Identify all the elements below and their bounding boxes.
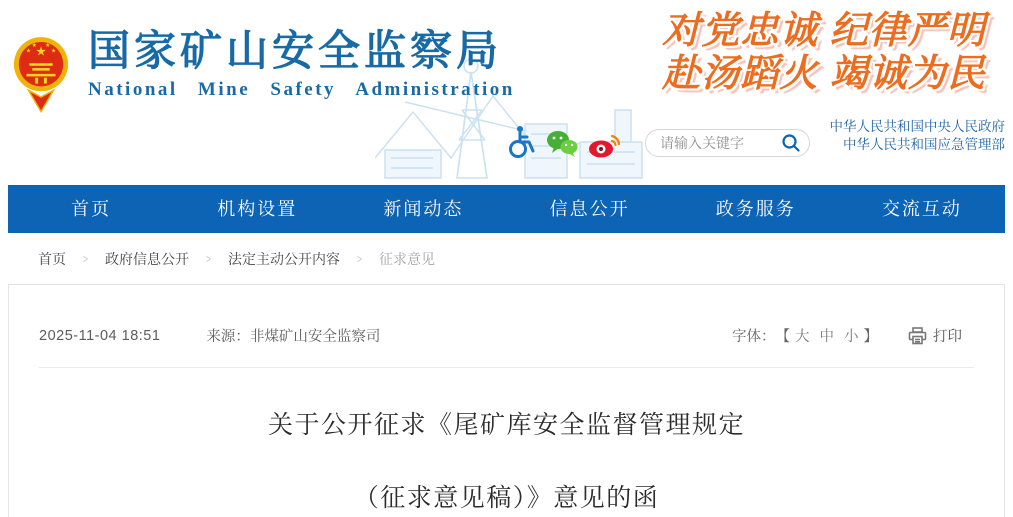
svg-text:★: ★ — [45, 42, 51, 49]
link-central-government[interactable]: 中华人民共和国中央人民政府 — [829, 119, 1005, 134]
site-title-block — [88, 25, 515, 101]
site-title-zh: 国家矿山安全监察局 — [88, 27, 503, 74]
article-container — [8, 284, 1005, 517]
national-emblem-logo — [12, 25, 70, 115]
article-meta-row — [9, 285, 1004, 346]
svg-text:★: ★ — [31, 42, 37, 49]
svg-text:★: ★ — [25, 48, 32, 55]
site-title-en: National Mine Safety Administration — [88, 79, 515, 100]
accessibility-icon[interactable] — [506, 124, 536, 163]
font-bracket-open: 【 — [775, 329, 790, 345]
gov-links — [830, 118, 1006, 154]
font-size-small[interactable]: 小 — [844, 329, 859, 345]
wechat-icon[interactable] — [546, 130, 578, 163]
article-date: 2025-11-04 18:51 — [39, 327, 161, 344]
article-source — [206, 325, 380, 346]
nav-item-interact[interactable]: 交流互动 — [881, 199, 962, 219]
site-header — [0, 0, 1013, 185]
printer-icon — [908, 327, 927, 345]
article-title-line-1: 关于公开征求《尾矿库安全监督管理规定 — [267, 412, 745, 439]
header-quick-icons — [506, 124, 622, 163]
article-source-value: 非煤矿山安全监察司 — [249, 329, 381, 345]
article-title-line-2: （征求意见稿）》意见的函 — [353, 485, 660, 512]
breadcrumb-separator-icon: > — [357, 251, 362, 266]
font-size-switcher — [776, 325, 879, 346]
print-label: 打印 — [933, 329, 962, 345]
link-emergency-ministry[interactable]: 中华人民共和国应急管理部 — [843, 137, 1005, 152]
font-bracket-close: 】 — [863, 329, 878, 345]
search-box[interactable] — [645, 129, 810, 157]
font-size-medium[interactable]: 中 — [819, 329, 834, 345]
meta-divider — [39, 367, 974, 368]
breadcrumb-separator-icon: > — [206, 251, 211, 266]
breadcrumb — [8, 233, 1005, 284]
weibo-icon[interactable] — [588, 130, 622, 163]
search-input[interactable] — [660, 135, 781, 151]
slogan-line-1: 对党忠诚 纪律严明 — [662, 10, 986, 52]
svg-text:★: ★ — [50, 48, 57, 55]
font-size-label: 字体： — [732, 329, 776, 345]
breadcrumb-separator-icon: > — [83, 251, 88, 266]
breadcrumb-statutory-disclosure[interactable]: 法定主动公开内容 — [228, 250, 341, 267]
nav-item-home[interactable]: 首页 — [71, 199, 112, 219]
article-title — [9, 405, 1004, 514]
slogan-line-2: 赴汤蹈火 竭诚为民 — [662, 53, 986, 95]
search-icon — [781, 133, 801, 153]
article-source-label: 来源： — [206, 329, 250, 345]
breadcrumb-home[interactable]: 首页 — [38, 250, 66, 267]
slogan-banner — [638, 10, 1010, 96]
site-brand[interactable] — [12, 25, 515, 115]
main-nav — [8, 185, 1005, 233]
breadcrumb-current: 征求意见 — [379, 250, 436, 267]
font-size-large[interactable]: 大 — [795, 329, 810, 345]
nav-item-services[interactable]: 政务服务 — [715, 199, 796, 219]
nav-item-news[interactable]: 新闻动态 — [383, 199, 464, 219]
nav-item-structure[interactable]: 机构设置 — [217, 199, 298, 219]
nav-item-info[interactable]: 信息公开 — [549, 199, 630, 219]
article-tools — [732, 325, 962, 346]
print-button[interactable] — [908, 325, 962, 346]
breadcrumb-gov-info[interactable]: 政府信息公开 — [105, 250, 190, 267]
search-button[interactable] — [781, 133, 801, 153]
svg-text:★: ★ — [35, 44, 47, 59]
